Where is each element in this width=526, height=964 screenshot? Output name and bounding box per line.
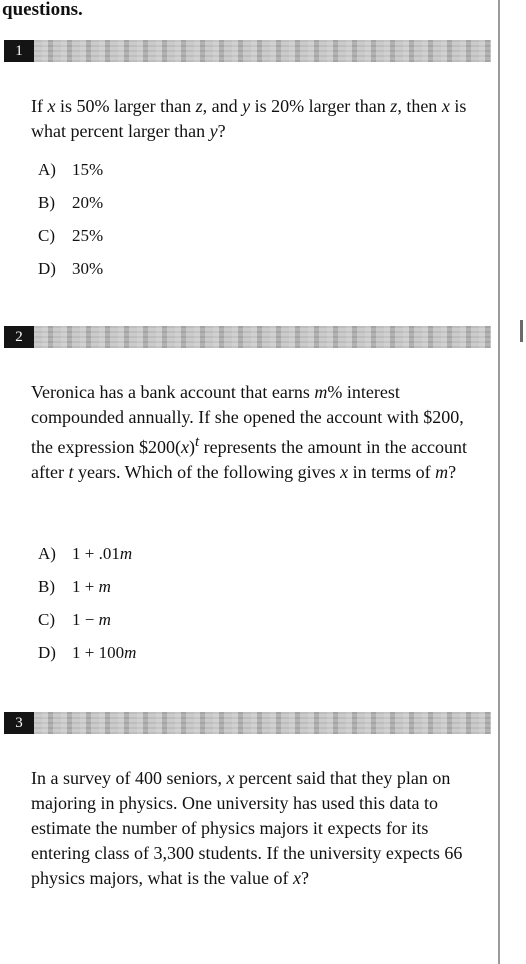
choice-2b[interactable]: B) 1 + m (38, 577, 111, 596)
choice-1c[interactable]: C) 25% (38, 226, 104, 245)
question-2-choices (38, 537, 136, 669)
question-1-choices (38, 153, 103, 285)
question-number-badge: 1 (4, 40, 34, 62)
question-1-text: If x is 50% larger than z, and y is 20% larger than z, then x is what percent larger than y? (31, 96, 467, 141)
choice-2c[interactable]: C) 1 − m (38, 610, 111, 629)
question-2-text: Veronica has a bank account that earns m% interest compounded annually. If she opened the account with $200, the expression $\$200(x)^t$ represents the amount in the account after t years. Which of the following gives x in terms of m? (31, 382, 468, 482)
choice-1d[interactable]: D) 30% (38, 259, 104, 278)
question-3-text: In a survey of 400 seniors, x percent said that they plan on majoring in physics. One university has used this data to estimate the number of physics majors it expects for its entering class of 3,300 students. If the university expects 66 physics majors, what is the value of x? (31, 768, 463, 888)
section-header: questions. (2, 0, 83, 20)
question-2-bar (4, 326, 491, 348)
column-divider (498, 0, 500, 964)
question-number-badge: 3 (4, 712, 34, 734)
choice-2a[interactable]: A) 1 + .01m (38, 544, 133, 563)
question-number-badge: 2 (4, 326, 34, 348)
question-1-bar (4, 40, 491, 62)
question-3-bar (4, 712, 491, 734)
choice-2d[interactable]: D) 1 + 100m (38, 643, 137, 662)
choice-1a[interactable]: A) 15% (38, 160, 104, 179)
choice-1b[interactable]: B) 20% (38, 193, 104, 212)
edge-mark (520, 320, 523, 342)
